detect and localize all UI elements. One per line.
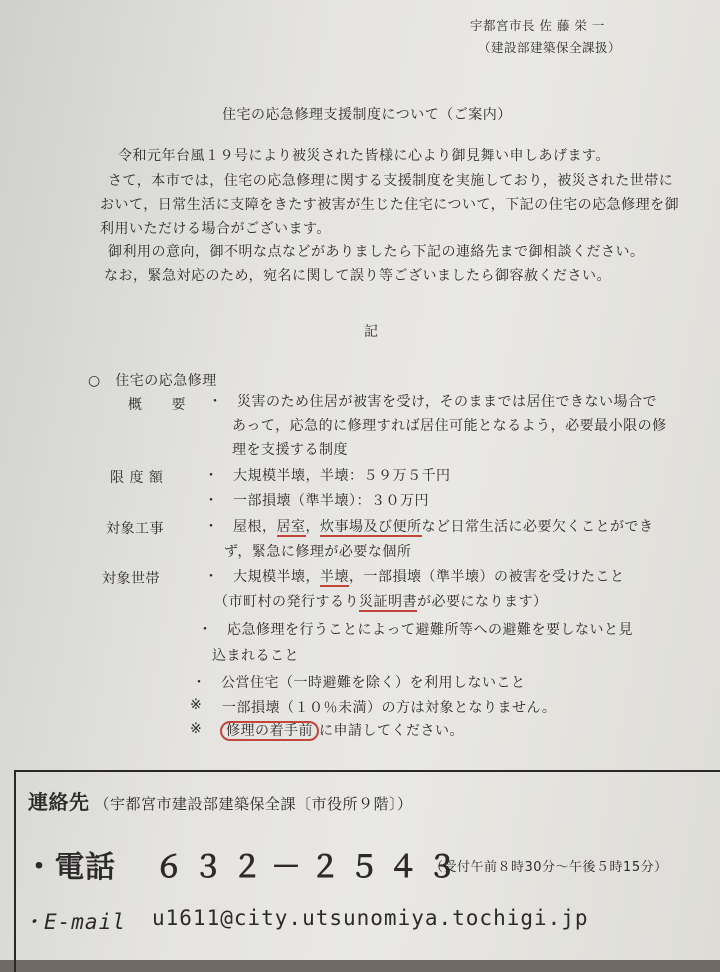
intro-line-2: さて，本市では，住宅の応急修理に関する支援制度を実施しており，被災された世帯に (108, 173, 674, 189)
intro-line-3: おいて，日常生活に支障をきたす被害が生じた住宅について，下記の住宅の応急修理を御 (100, 197, 680, 213)
works-line-2: ず，緊急に修理が必要な個所 (224, 544, 412, 560)
phone-hours: （受付午前８時30分～午後５時15分） (430, 860, 668, 875)
overview-line-2: あって，応急的に修理すれば居住可能となるよう，必要最小限の修 (232, 418, 667, 434)
hh-line2-a: （市町村の発行するり (214, 594, 359, 610)
intro-line-4: 利用いただける場合がございます。 (100, 221, 331, 237)
households-line-4: 込まれること (212, 648, 299, 664)
hh-line2-b: が必要になります） (417, 594, 548, 610)
households-line-1 (204, 566, 625, 586)
overview-line-1: ・ 災害のため住居が被害を受け，そのままでは居住できない場合で (208, 394, 657, 410)
works-label: 対象工事 (106, 521, 164, 537)
department: （建設部建築保全課扱） (478, 40, 622, 55)
email-address: u1611@city.utsunomiya.tochigi.jp (152, 906, 589, 930)
note-1: 一部損壊（１０％未満）の方は対象となりません。 (222, 700, 557, 716)
contact-label-text: 連絡先 (28, 790, 90, 814)
works-rest: など日常生活に必要欠くことができ (421, 519, 654, 535)
page-title: 住宅の応急修理支援制度について（ご案内） (222, 107, 512, 123)
works-bullet: ・ 屋根， (204, 519, 277, 535)
hh-line1-a: ・ 大規模半壊， (204, 569, 320, 585)
phone-label: ・電話 (24, 850, 116, 885)
contact-office: （宇都宮市建設部建築保全課〔市役所９階〕） (94, 795, 413, 813)
note-2-circled: 修理の着手前 (220, 721, 319, 741)
works-room: 居室 (276, 519, 306, 535)
phone-number: ６３２－２５４３ (154, 850, 466, 885)
hh-line1-b: ，一部損壊（準半壊）の被害を受けたこと (349, 569, 625, 585)
works-kitchen: 炊事場及び便所 (320, 519, 422, 535)
works-sep: ， (305, 519, 320, 535)
intro-line-6: なお，緊急対応のため，宛名に関して誤り等ございましたら御容赦ください。 (104, 268, 611, 284)
works-line-1 (204, 516, 654, 536)
issuer: 宇都宮市長 佐 藤 栄 一 (470, 18, 605, 33)
contact-label (28, 786, 412, 815)
households-label: 対象世帯 (102, 571, 160, 587)
hh-half: 半壊 (320, 569, 349, 585)
overview-line-3: 理を支援する制度 (232, 442, 348, 458)
intro-line-5: 御利用の意向，御不明な点などがありましたら下記の連絡先まで御相談ください。 (108, 244, 645, 260)
overview-label: 概 要 (128, 397, 186, 413)
ki-heading: 記 (364, 324, 379, 340)
note-1-mark: ※ (190, 697, 203, 713)
households-line-3: ・ 応急修理を行うことによって避難所等への避難を要しないと見 (198, 622, 633, 638)
households-line-2 (214, 591, 548, 611)
email-label: ・E-mail (22, 910, 126, 934)
households-line-5: ・ 公営住宅（一時避難を除く）を利用しないこと (192, 675, 526, 691)
limit-label: 限 度 額 (110, 470, 164, 486)
note-2 (226, 720, 464, 740)
note-2-rest: に申請してください。 (319, 723, 464, 739)
hh-cert: 災証明書 (359, 594, 417, 610)
note-2-mark: ※ (190, 721, 203, 737)
limit-line-2: ・ 一部損壊（準半壊）：３０万円 (204, 493, 429, 509)
section-heading: ○ 住宅の応急修理 (88, 373, 217, 389)
intro-line-1: 令和元年台風１９号により被災された皆様に心より御見舞い申しあげます。 (118, 148, 610, 164)
limit-line-1: ・ 大規模半壊，半壊：５９万５千円 (204, 468, 451, 484)
